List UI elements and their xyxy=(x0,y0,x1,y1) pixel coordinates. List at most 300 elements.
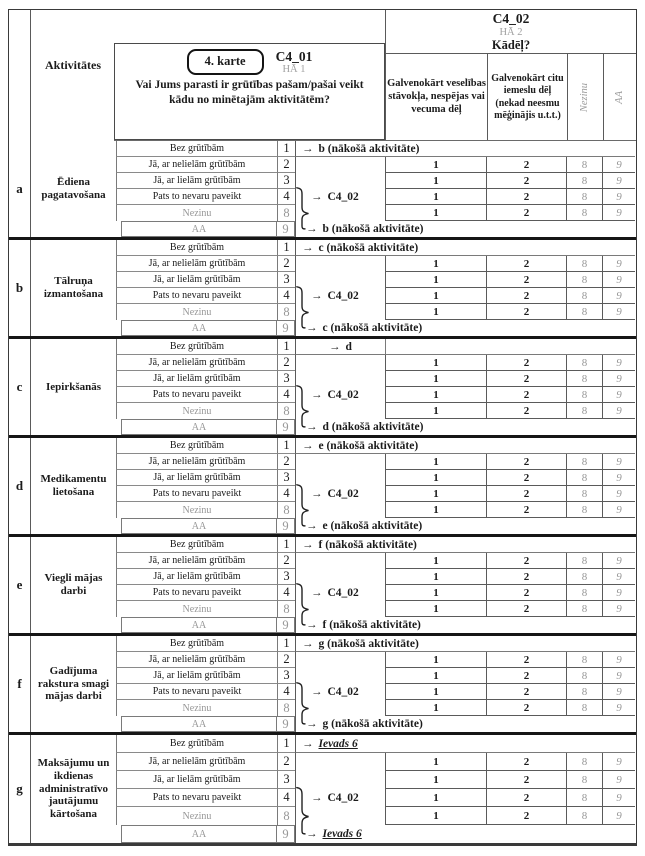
answer-cell: 8 xyxy=(566,684,602,700)
option-label: Jā, ar nelielām grūtībām xyxy=(116,355,277,371)
answer-cell: 9 xyxy=(602,189,635,205)
answer-cell: 9 xyxy=(602,454,635,470)
answer-cell: 2 xyxy=(486,486,566,502)
arrow-icon: → xyxy=(302,737,314,750)
route-last-target: g (nākošā aktivitāte) xyxy=(322,718,423,730)
option-code: 8 xyxy=(277,205,295,221)
activity-name: Viegli mājas darbi xyxy=(44,572,103,597)
route-arrow-first xyxy=(295,240,635,256)
question-c4-01-text: Vai Jums parasti ir grūtības pašam/pašai veikt kādu no minētajām aktivitātēm? xyxy=(135,79,364,106)
answer-cell: 8 xyxy=(566,205,602,221)
route-c4-02-target: C4_02 xyxy=(327,290,359,302)
option-label: Bez grūtībām xyxy=(116,141,277,157)
option-code: 1 xyxy=(277,141,295,157)
option-code: 9 xyxy=(276,519,294,533)
activity-block-d xyxy=(9,435,636,534)
route-c4-02 xyxy=(311,486,359,502)
arrow-icon: → xyxy=(302,538,314,551)
route-arrow-last xyxy=(295,716,635,732)
answer-cell: 9 xyxy=(602,173,635,189)
option-code: 4 xyxy=(277,684,295,700)
answer-cell: 8 xyxy=(566,502,602,518)
route-c4-02-cell xyxy=(295,553,385,617)
route-first-target: e (nākošā aktivitāte) xyxy=(318,439,419,452)
answer-cell: 8 xyxy=(566,569,602,585)
option-label: AA xyxy=(191,421,207,433)
option-code: 2 xyxy=(277,553,295,569)
option-label: AA xyxy=(191,322,207,334)
arrow-icon: → xyxy=(311,686,323,698)
answer-cell: 8 xyxy=(566,652,602,668)
option-label: Bez grūtībām xyxy=(116,240,277,256)
questionnaire-table xyxy=(8,9,637,846)
answer-cell: 1 xyxy=(385,387,486,403)
activity-block-g xyxy=(9,732,636,843)
answer-cell: 2 xyxy=(486,652,566,668)
answer-cell: 8 xyxy=(566,486,602,502)
answer-cell: 1 xyxy=(385,173,486,189)
answer-cell: 8 xyxy=(566,371,602,387)
reason-section xyxy=(385,10,636,141)
arrow-icon: → xyxy=(329,340,341,353)
answer-cell: 2 xyxy=(486,553,566,569)
option-code: 1 xyxy=(277,735,295,753)
answer-cell: 1 xyxy=(385,486,486,502)
route-arrow-last xyxy=(295,221,635,237)
answer-cell: 8 xyxy=(566,553,602,569)
answer-cell: 8 xyxy=(566,403,602,419)
option-label: Jā, ar nelielām grūtībām xyxy=(116,256,277,272)
route-first-target: b (nākošā aktivitāte) xyxy=(318,142,420,155)
option-label: Bez grūtībām xyxy=(116,735,277,753)
question-c4-02-ha-label: HĀ 2 xyxy=(499,26,523,38)
option-label: Nezinu xyxy=(116,502,277,518)
route-last-target: b (nākošā aktivitāte) xyxy=(322,223,424,235)
answer-cell: 9 xyxy=(602,304,635,320)
activity-letter: d xyxy=(9,438,31,534)
option-code: 9 xyxy=(276,717,294,731)
option-code: 4 xyxy=(277,387,295,403)
answer-cell: 1 xyxy=(385,553,486,569)
option-code: 2 xyxy=(277,454,295,470)
route-arrow-last xyxy=(295,518,635,534)
answer-cell: 8 xyxy=(566,387,602,403)
answer-cell: 9 xyxy=(602,700,635,716)
arrow-icon: → xyxy=(306,421,318,433)
option-label: Pats to nevaru paveikt xyxy=(116,585,277,601)
route-arrow-first xyxy=(295,141,635,157)
answer-cell: 2 xyxy=(486,585,566,601)
answer-cell: 1 xyxy=(385,371,486,387)
route-c4-02 xyxy=(311,387,359,403)
activities-column-header: Aktivitātes xyxy=(45,58,101,72)
card-badge: 4. karte xyxy=(187,49,264,75)
option-code: 2 xyxy=(277,157,295,173)
answer-cell: 8 xyxy=(566,585,602,601)
answer-cell: 1 xyxy=(385,652,486,668)
route-c4-02 xyxy=(311,789,359,807)
option-label: Jā, ar lielām grūtībām xyxy=(116,371,277,387)
answer-cell: 8 xyxy=(566,807,602,825)
question-c4-01-box xyxy=(114,43,385,140)
activity-name: Iepirkšanās xyxy=(45,380,102,393)
answer-cell: 1 xyxy=(385,304,486,320)
route-first-target: g (nākošā aktivitāte) xyxy=(318,637,419,650)
answer-cell: 2 xyxy=(486,668,566,684)
answer-cell: 1 xyxy=(385,601,486,617)
option-code: 4 xyxy=(277,288,295,304)
answer-cell: 9 xyxy=(602,470,635,486)
answer-cell: 2 xyxy=(486,601,566,617)
option-label: Jā, ar lielām grūtībām xyxy=(116,173,277,189)
option-code: 9 xyxy=(276,618,294,632)
option-code: 1 xyxy=(277,240,295,256)
answer-cell: 2 xyxy=(486,371,566,387)
activity-letter: f xyxy=(9,636,31,732)
answer-cell: 1 xyxy=(385,288,486,304)
option-code: 1 xyxy=(277,537,295,553)
option-label: Bez grūtībām xyxy=(116,636,277,652)
option-code: 9 xyxy=(276,420,294,434)
activity-blocks xyxy=(9,141,636,843)
route-c4-02 xyxy=(311,585,359,601)
option-code: 8 xyxy=(277,807,295,825)
answer-cell: 9 xyxy=(602,668,635,684)
answer-cell: 8 xyxy=(566,288,602,304)
arrow-icon: → xyxy=(311,587,323,599)
option-code: 2 xyxy=(277,355,295,371)
route-first-target: c (nākošā aktivitāte) xyxy=(318,241,419,254)
option-code: 3 xyxy=(277,272,295,288)
reason-health-column-header: Galvenokārt veselības stāvokļa, nespējas vai vecuma dēļ xyxy=(387,78,486,115)
option-label: Jā, ar nelielām grūtībām xyxy=(116,652,277,668)
answer-cell: 1 xyxy=(385,789,486,807)
answer-cell: 1 xyxy=(385,585,486,601)
arrow-icon: → xyxy=(306,619,318,631)
activity-letter: b xyxy=(9,240,31,336)
option-label: AA xyxy=(191,619,207,631)
answer-cell: 8 xyxy=(566,157,602,173)
answer-cell: 9 xyxy=(602,684,635,700)
arrow-icon: → xyxy=(302,637,314,650)
question-c4-01-code: C4_01 xyxy=(275,49,313,64)
answer-cell: 8 xyxy=(566,771,602,789)
answer-cell: 1 xyxy=(385,454,486,470)
answer-cell: 1 xyxy=(385,157,486,173)
route-c4-02-target: C4_02 xyxy=(327,587,359,599)
answer-cell: 8 xyxy=(566,601,602,617)
option-label: Pats to nevaru paveikt xyxy=(116,789,277,807)
activity-letter: e xyxy=(9,537,31,633)
answer-cell: 1 xyxy=(385,470,486,486)
nezinu-column-header: Nezinu xyxy=(567,54,603,141)
route-arrow-first xyxy=(295,438,635,454)
answer-cell: 9 xyxy=(602,288,635,304)
table-header xyxy=(9,10,636,141)
route-last-target: c (nākošā aktivitāte) xyxy=(322,322,423,334)
route-arrow-first xyxy=(295,735,635,753)
answer-cell: 1 xyxy=(385,403,486,419)
option-label: AA xyxy=(191,828,207,840)
answer-cell: 8 xyxy=(566,304,602,320)
option-code: 1 xyxy=(277,636,295,652)
answer-cell: 2 xyxy=(486,189,566,205)
option-code: 2 xyxy=(277,256,295,272)
arrow-icon: → xyxy=(302,142,314,155)
answer-cell: 1 xyxy=(385,502,486,518)
option-code: 9 xyxy=(276,321,294,335)
answer-cell: 1 xyxy=(385,753,486,771)
option-code: 4 xyxy=(277,585,295,601)
answer-cell: 9 xyxy=(602,355,635,371)
option-code: 1 xyxy=(277,339,295,355)
answer-cell: 2 xyxy=(486,288,566,304)
answer-cell: 1 xyxy=(385,355,486,371)
option-code: 8 xyxy=(277,700,295,716)
arrow-icon: → xyxy=(311,389,323,401)
header-bottom-divider xyxy=(114,140,636,141)
option-label: Jā, ar nelielām grūtībām xyxy=(116,157,277,173)
activity-name: Maksājumu un ikdienas administratīvo jautājumu kārtošana xyxy=(37,756,110,821)
route-c4-02-target: C4_02 xyxy=(327,686,359,698)
activity-letter: c xyxy=(9,339,31,435)
arrow-icon: → xyxy=(306,223,318,235)
route-c4-02-target: C4_02 xyxy=(327,792,359,804)
option-label: Pats to nevaru paveikt xyxy=(116,387,277,403)
arrow-icon: → xyxy=(302,241,314,254)
option-label: Nezinu xyxy=(116,403,277,419)
route-last-target: f (nākošā aktivitāte) xyxy=(322,619,421,631)
aa-row-box xyxy=(121,617,295,633)
arrow-icon: → xyxy=(306,322,318,334)
option-code: 8 xyxy=(277,403,295,419)
activity-letter: g xyxy=(9,735,31,843)
arrow-icon: → xyxy=(311,792,323,804)
option-label: Nezinu xyxy=(116,807,277,825)
aa-row-box xyxy=(121,221,295,237)
letter-column-divider xyxy=(30,10,31,141)
answer-cell: 1 xyxy=(385,684,486,700)
route-first-target: d xyxy=(345,340,352,353)
answer-cell: 2 xyxy=(486,272,566,288)
option-label: Pats to nevaru paveikt xyxy=(116,288,277,304)
answer-cell: 2 xyxy=(486,454,566,470)
route-arrow-last xyxy=(295,825,635,843)
option-label: Nezinu xyxy=(116,601,277,617)
route-c4-02 xyxy=(311,288,359,304)
answer-cell: 1 xyxy=(385,771,486,789)
aa-row-box xyxy=(121,825,295,843)
option-label: Jā, ar lielām grūtībām xyxy=(116,668,277,684)
option-label: Nezinu xyxy=(116,700,277,716)
option-label: Jā, ar lielām grūtībām xyxy=(116,272,277,288)
answer-cell: 1 xyxy=(385,569,486,585)
answer-cell: 8 xyxy=(566,668,602,684)
route-last-target: d (nākošā aktivitāte) xyxy=(322,421,424,433)
answer-cell: 9 xyxy=(602,205,635,221)
activity-block-b xyxy=(9,237,636,336)
option-code: 4 xyxy=(277,189,295,205)
arrow-icon: → xyxy=(311,488,323,500)
option-label: Pats to nevaru paveikt xyxy=(116,486,277,502)
option-label: Bez grūtībām xyxy=(116,339,277,355)
route-c4-02 xyxy=(311,189,359,205)
option-label: Bez grūtībām xyxy=(116,537,277,553)
reason-other-column-header: Galvenokārt citu iemeslu dēļ (nekad neesmu mēģinājis u.t.t.) xyxy=(487,54,567,141)
option-code: 8 xyxy=(277,304,295,320)
activity-name: Tālruņa izmantošana xyxy=(43,275,104,300)
answer-cell: 2 xyxy=(486,502,566,518)
route-last-target: e (nākošā aktivitāte) xyxy=(322,520,423,532)
option-label: Jā, ar lielām grūtībām xyxy=(116,569,277,585)
answer-cell: 9 xyxy=(602,502,635,518)
route-c4-02 xyxy=(311,684,359,700)
answer-cell: 8 xyxy=(566,173,602,189)
answer-cell: 8 xyxy=(566,256,602,272)
route-c4-02-cell xyxy=(295,454,385,518)
option-code: 4 xyxy=(277,486,295,502)
answer-cell: 1 xyxy=(385,807,486,825)
answer-cell: 9 xyxy=(602,771,635,789)
route-arrow-first xyxy=(295,636,635,652)
option-code: 3 xyxy=(277,173,295,189)
activity-name: Gadījuma rakstura smagi mājas darbi xyxy=(37,664,110,703)
answer-cell: 2 xyxy=(486,700,566,716)
answer-cell: 8 xyxy=(566,700,602,716)
option-code: 8 xyxy=(277,502,295,518)
route-arrow-last xyxy=(295,320,635,336)
answer-cell: 2 xyxy=(486,470,566,486)
arrow-icon: → xyxy=(302,439,314,452)
answer-cell: 2 xyxy=(486,771,566,789)
answer-cell: 8 xyxy=(566,789,602,807)
answer-cell: 9 xyxy=(602,256,635,272)
answer-cell: 2 xyxy=(486,753,566,771)
option-label: Pats to nevaru paveikt xyxy=(116,684,277,700)
answer-cell: 9 xyxy=(602,403,635,419)
option-label: AA xyxy=(191,718,207,730)
activity-name: Medikamentu lietošana xyxy=(40,473,107,498)
answer-cell: 9 xyxy=(602,652,635,668)
route-arrow-first xyxy=(295,537,635,553)
option-code: 9 xyxy=(276,826,294,842)
activity-name: Ēdiena pagatavošana xyxy=(41,176,106,201)
option-label: Jā, ar nelielām grūtībām xyxy=(116,753,277,771)
option-code: 3 xyxy=(277,668,295,684)
option-code: 2 xyxy=(277,652,295,668)
option-label: Jā, ar nelielām grūtībām xyxy=(116,553,277,569)
route-arrow-first xyxy=(295,339,385,355)
question-c4-01-ha-label: HĀ 1 xyxy=(282,64,306,76)
answer-cell: 2 xyxy=(486,173,566,189)
option-label: Jā, ar lielām grūtībām xyxy=(116,470,277,486)
route-last-target: Ievads 6 xyxy=(322,828,362,840)
answer-cell: 8 xyxy=(566,753,602,771)
option-label: AA xyxy=(191,223,207,235)
route-c4-02-cell xyxy=(295,652,385,716)
route-c4-02-cell xyxy=(295,355,385,419)
activity-block-f xyxy=(9,633,636,732)
answer-cell: 8 xyxy=(566,470,602,486)
aa-row-box xyxy=(121,518,295,534)
answer-cell: 9 xyxy=(602,789,635,807)
answer-cell: 9 xyxy=(602,807,635,825)
option-label: Nezinu xyxy=(116,205,277,221)
answer-cell: 8 xyxy=(566,454,602,470)
activity-letter: a xyxy=(9,141,31,237)
answer-cell: 9 xyxy=(602,157,635,173)
activity-block-c xyxy=(9,336,636,435)
option-label: Jā, ar nelielām grūtībām xyxy=(116,454,277,470)
route-c4-02-cell xyxy=(295,157,385,221)
answer-cell: 8 xyxy=(566,272,602,288)
answer-cell: 9 xyxy=(602,486,635,502)
arrow-icon: → xyxy=(306,718,318,730)
answer-cell: 2 xyxy=(486,304,566,320)
activity-block-e xyxy=(9,534,636,633)
answer-cell: 9 xyxy=(602,601,635,617)
answer-cell: 9 xyxy=(602,371,635,387)
answer-cell: 2 xyxy=(486,684,566,700)
route-first-target: Ievads 6 xyxy=(318,737,358,750)
option-label: Bez grūtībām xyxy=(116,438,277,454)
answer-cell: 1 xyxy=(385,189,486,205)
answer-cell: 9 xyxy=(602,753,635,771)
option-code: 3 xyxy=(277,470,295,486)
arrow-icon: → xyxy=(306,828,318,840)
answer-cell: 2 xyxy=(486,387,566,403)
option-code: 3 xyxy=(277,371,295,387)
aa-row-box xyxy=(121,716,295,732)
option-code: 2 xyxy=(277,753,295,771)
option-label: Jā, ar lielām grūtībām xyxy=(116,771,277,789)
option-code: 3 xyxy=(277,569,295,585)
answer-cell: 1 xyxy=(385,256,486,272)
route-first-target: f (nākošā aktivitāte) xyxy=(318,538,417,551)
option-label: Nezinu xyxy=(116,304,277,320)
answer-cell: 1 xyxy=(385,700,486,716)
answer-cell: 1 xyxy=(385,272,486,288)
activity-block-a xyxy=(9,141,636,237)
option-code: 1 xyxy=(277,438,295,454)
aa-column-header: AA xyxy=(603,54,636,141)
answer-cell: 2 xyxy=(486,256,566,272)
route-c4-02-target: C4_02 xyxy=(327,488,359,500)
route-c4-02-target: C4_02 xyxy=(327,191,359,203)
question-c4-02-title: Kādēļ? xyxy=(491,37,531,52)
answer-cell: 2 xyxy=(486,403,566,419)
option-label: AA xyxy=(191,520,207,532)
answer-cell: 2 xyxy=(486,157,566,173)
route-arrow-last xyxy=(295,617,635,633)
route-c4-02-target: C4_02 xyxy=(327,389,359,401)
aa-row-box xyxy=(121,320,295,336)
answer-cell: 9 xyxy=(602,569,635,585)
answer-cell: 2 xyxy=(486,807,566,825)
answer-cell: 1 xyxy=(385,205,486,221)
answer-cell: 8 xyxy=(566,355,602,371)
option-label: Pats to nevaru paveikt xyxy=(116,189,277,205)
aa-row-box xyxy=(121,419,295,435)
answer-cell: 2 xyxy=(486,355,566,371)
answer-cell: 2 xyxy=(486,789,566,807)
empty-answer-strip xyxy=(385,339,635,355)
arrow-icon: → xyxy=(311,191,323,203)
route-c4-02-cell xyxy=(295,753,385,825)
option-code: 9 xyxy=(276,222,294,236)
answer-cell: 9 xyxy=(602,553,635,569)
answer-cell: 9 xyxy=(602,585,635,601)
